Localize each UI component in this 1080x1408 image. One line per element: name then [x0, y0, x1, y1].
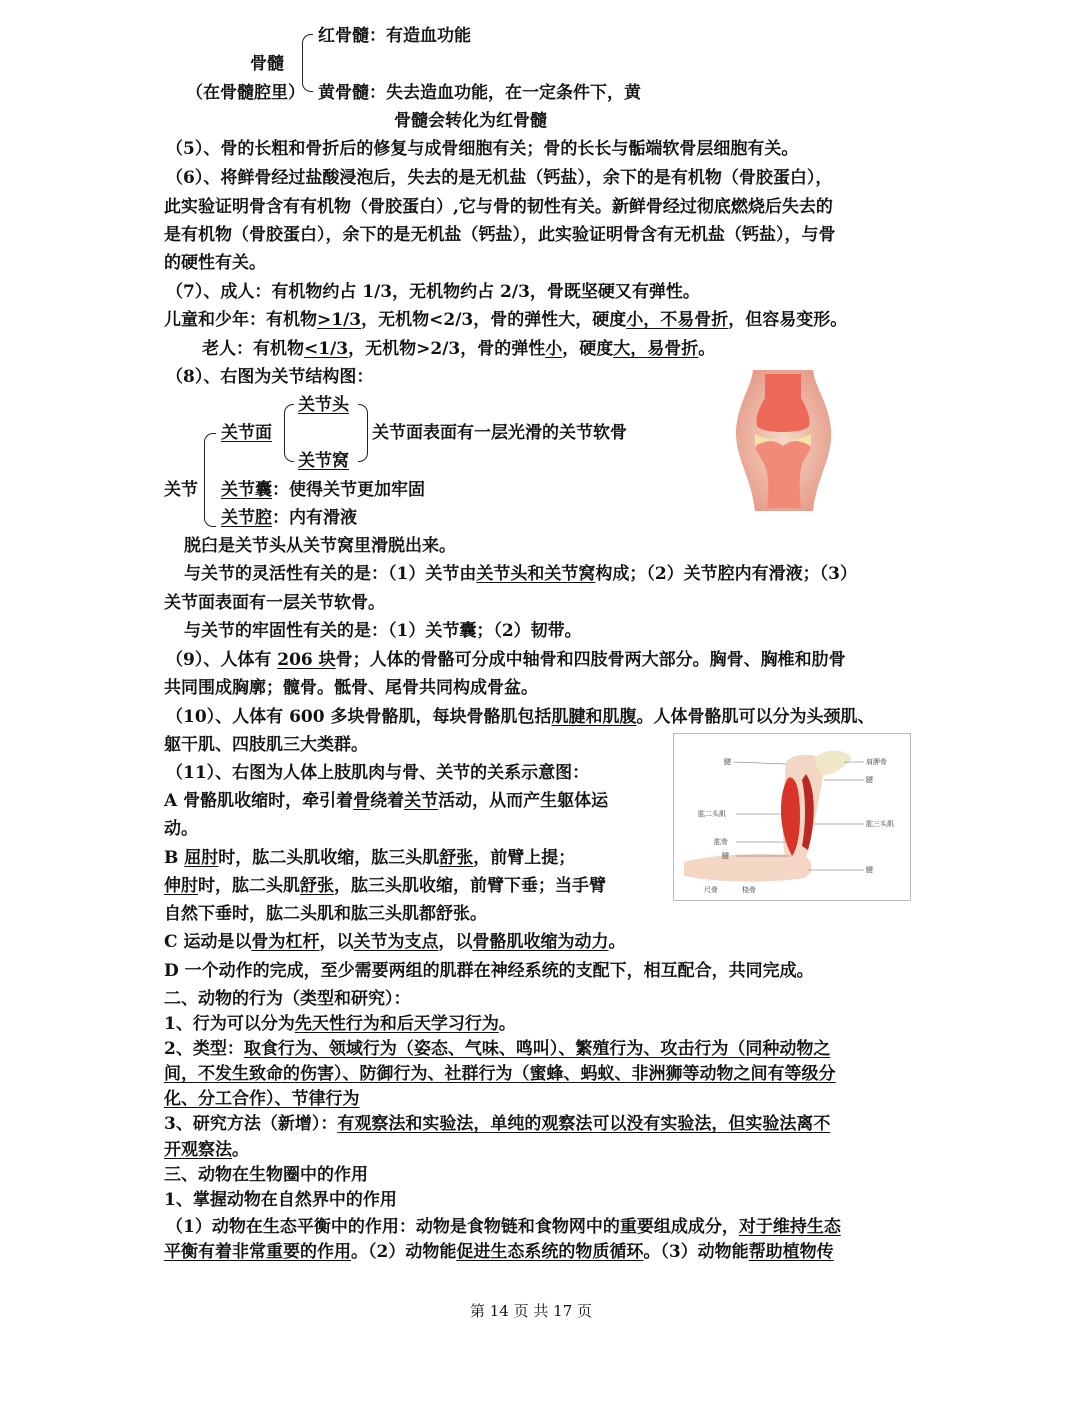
page-footer: 第 14 页 共 17 页 [470, 1302, 593, 1320]
para-6-line-2: 此实验证明骨含有有机物（骨胶蛋白）,它与骨的韧性有关。新鲜骨经过彻底燃烧后失去的 [164, 197, 833, 217]
underlined: 取食行为、领域行为（姿态、气味、鸣叫）、繁殖行为、攻击行为（同种动物之 [243, 1039, 831, 1059]
text: 。（2）动物能 [351, 1242, 457, 1262]
text: 活动，从而产生躯体运 [438, 791, 609, 811]
text: 骨；人体的骨骼可分成中轴骨和四肢骨两大部分。胸骨、胸椎和肋骨 [335, 650, 846, 670]
joint-socket: 关节窝 [298, 451, 349, 471]
flexibility-line-1 [184, 563, 857, 585]
text: ，但容易变形。 [728, 310, 848, 330]
para-8-title: （8）、右图为关节结构图： [166, 367, 374, 387]
para-10-line-2: 躯干肌、四肢肌三大类群。 [164, 735, 368, 755]
underlined: 关节 [404, 791, 439, 811]
marrow-location: （在骨髓腔里） [186, 83, 305, 103]
text: 3、研究方法（新增）： [164, 1114, 338, 1134]
label-humerus: 肱骨 [714, 838, 728, 846]
label-scapula: 肩胛骨 [866, 758, 887, 766]
arm-muscle-figure [673, 733, 911, 901]
section-2-line-2b: 间，不发生致命的伤害）、防御行为、社群行为（蜜蜂、蚂蚁、非洲狮等动物之间有等级分 [164, 1064, 836, 1084]
section-3-title: 三、动物在生物圈中的作用 [164, 1165, 368, 1185]
joint-brace [204, 433, 216, 527]
text: 。 [698, 339, 716, 359]
para-11-B [164, 847, 575, 869]
underlined: 屈肘 [184, 848, 219, 868]
section-2-line-2c: 化、分工合作）、节律行为 [164, 1089, 360, 1109]
firmness: 与关节的牢固性有关的是：（1）关节囊；（2）韧带。 [184, 621, 582, 641]
scapula-shape [814, 751, 852, 775]
underlined: 开观察法 [164, 1140, 232, 1160]
text: 时，肱二头肌 [198, 876, 300, 896]
underlined: 206 块 [277, 650, 336, 670]
cavity-note: ：内有滑液 [272, 508, 357, 528]
para-7-old [202, 338, 715, 360]
underlined: 先天性行为和后天学习行为 [294, 1014, 499, 1034]
text: B [164, 848, 185, 868]
text: ，硬度 [562, 339, 614, 359]
section-2-line-3b [164, 1139, 249, 1161]
underlined: 舒张 [439, 848, 474, 868]
text: 老人：有机物 [202, 339, 304, 359]
text: （10）、人体有 600 多块骨骼肌，每块骨骼肌包括 [166, 707, 552, 727]
dislocation: 脱臼是关节头从关节窝里滑脱出来。 [184, 536, 456, 556]
text: ，无机物<2/3，骨的弹性大，硬度 [361, 310, 627, 330]
text: ，以 [438, 932, 473, 952]
underlined: 关节为支点 [353, 932, 439, 952]
joint-capsule-line [221, 479, 425, 501]
capsule: 关节囊 [221, 480, 272, 500]
underlined: 小，不易骨折 [626, 310, 729, 330]
label-tendon-right: 腱 [866, 776, 873, 784]
text: 。人体骨骼肌可以分为头颈肌、 [636, 707, 875, 727]
surface-brace [284, 404, 294, 462]
para-6-line-1: （6）、将鲜骨经过盐酸浸泡后，失去的是无机盐（钙盐），余下的是有机物（骨胶蛋白）， [166, 168, 833, 188]
para-11-title: （11）、右图为人体上肢肌肉与骨、关节的关系示意图： [166, 763, 590, 783]
surface-right-brace [358, 404, 368, 462]
label-tendon-bottom-right: 腱 [866, 866, 873, 874]
text: 1、行为可以分为 [164, 1014, 295, 1034]
para-7-adult: （7）、成人：有机物约占 1/3，无机物约占 2/3，骨既坚硬又有弹性。 [166, 282, 700, 302]
joint-surface: 关节面 [221, 423, 272, 443]
label-ulna: 尺骨 [704, 886, 718, 894]
para-9-line-1 [166, 649, 846, 671]
text: 。（3）动物能 [643, 1242, 749, 1262]
yellow-marrow-1: 黄骨髓：失去造血功能，在一定条件下，黄 [318, 83, 641, 103]
para-11-B-2 [164, 875, 606, 897]
section-2-line-1 [164, 1013, 516, 1035]
section-2-line-3 [164, 1113, 830, 1135]
text: A 骨骼肌收缩时，牵引着 [164, 791, 354, 811]
text: 时，肱二头肌收缩，肱三头肌 [218, 848, 440, 868]
label-tendon-mid: 腱 [722, 852, 729, 860]
cavity: 关节腔 [221, 508, 272, 528]
flexibility-line-2: 关节面表面有一层关节软骨。 [164, 593, 385, 613]
section-3-para-2 [164, 1241, 834, 1263]
text: ，无机物>2/3，骨的弹性 [348, 339, 546, 359]
text: （9）、人体有 [166, 650, 278, 670]
text: 与关节的灵活性有关的是：（1）关节由 [184, 564, 477, 584]
para-7-child [164, 309, 847, 331]
text: 构成；（2）关节腔内有滑液；（3） [595, 564, 857, 584]
section-3-para-1 [166, 1216, 841, 1238]
para-11-B-3: 自然下垂时，肱二头肌和肱三头肌都舒张。 [164, 904, 487, 924]
underlined: 伸肘 [164, 876, 198, 896]
section-2-line-2 [164, 1038, 830, 1060]
underlined: 肌腱和肌腹 [551, 707, 637, 727]
text: （1）动物在生态平衡中的作用：动物是食物链和食物网中的重要组成成分， [166, 1217, 739, 1237]
text: 。 [232, 1140, 249, 1160]
text: 。 [498, 1014, 516, 1034]
text: 绕着 [370, 791, 405, 811]
joint-structure-figure [733, 368, 833, 513]
underlined: 骨 [353, 791, 371, 811]
para-11-D: D 一个动作的完成，至少需要两组的肌群在神经系统的支配下，相互配合，共同完成。 [164, 961, 814, 981]
underlined: 有观察法和实验法，单纯的观察法可以没有实验法，但实验法离不 [337, 1114, 831, 1134]
underlined: 帮助植物传 [748, 1242, 834, 1262]
forearm-shape [684, 854, 812, 882]
label-biceps: 肱二头肌 [698, 810, 726, 818]
underlined: 大，易骨折 [613, 339, 699, 359]
para-10-line-1 [166, 706, 874, 728]
capsule-note: ：使得关节更加牢固 [272, 480, 425, 500]
underlined: 小 [545, 339, 563, 359]
underlined: 平衡有着非常重要的作用 [164, 1242, 351, 1262]
para-6-line-3: 是有机物（骨胶蛋白），余下的是无机盐（钙盐），此实验证明骨含有无机盐（钙盐），与骨 [164, 225, 836, 245]
surface-note: 关节面表面有一层光滑的关节软骨 [372, 423, 627, 443]
text: 2、类型： [164, 1039, 244, 1059]
underlined: 骨为杠杆 [251, 932, 320, 952]
text: C 运动是以 [164, 932, 252, 952]
underlined: <1/3 [304, 339, 349, 359]
underlined: >1/3 [317, 310, 362, 330]
text: ，前臂上提； [473, 848, 576, 868]
marrow-title: 骨髓 [250, 54, 284, 74]
joint-label: 关节 [164, 480, 198, 500]
para-5: （5）、骨的长粗和骨折后的修复与成骨细胞有关；骨的长长与骺端软骨层细胞有关。 [166, 139, 799, 159]
text: ，以 [319, 932, 354, 952]
label-triceps: 肱三头肌 [866, 820, 894, 828]
underlined: 关节头和关节窝 [476, 564, 596, 584]
underlined: 对于维持生态 [738, 1217, 841, 1237]
para-11-C [164, 931, 625, 953]
text: 儿童和少年：有机物 [164, 310, 317, 330]
para-6-line-4: 的硬性有关。 [164, 253, 266, 273]
para-9-line-2: 共同围成胸廓；髋骨。骶骨、尾骨共同构成骨盆。 [164, 678, 538, 698]
label-tendon-top: 腱 [724, 758, 731, 766]
text: ，肱三头肌收缩，前臂下垂；当手臂 [334, 876, 606, 896]
text: 。 [608, 932, 626, 952]
underlined: 促进生态系统的物质循环 [456, 1242, 644, 1262]
red-marrow: 红骨髓：有造血功能 [318, 26, 471, 46]
underlined: 骨骼肌收缩为动力 [472, 932, 609, 952]
section-3-line-1: 1、掌握动物在自然界中的作用 [164, 1190, 397, 1210]
yellow-marrow-2: 骨髓会转化为红骨髓 [394, 111, 547, 131]
para-11-A-2: 动。 [164, 819, 198, 839]
label-radius: 桡骨 [742, 886, 756, 894]
para-11-A [164, 790, 608, 812]
underlined: 舒张 [300, 876, 334, 896]
section-2-title: 二、动物的行为（类型和研究）： [164, 989, 411, 1009]
joint-head: 关节头 [298, 395, 349, 415]
joint-cavity-line [221, 507, 357, 529]
